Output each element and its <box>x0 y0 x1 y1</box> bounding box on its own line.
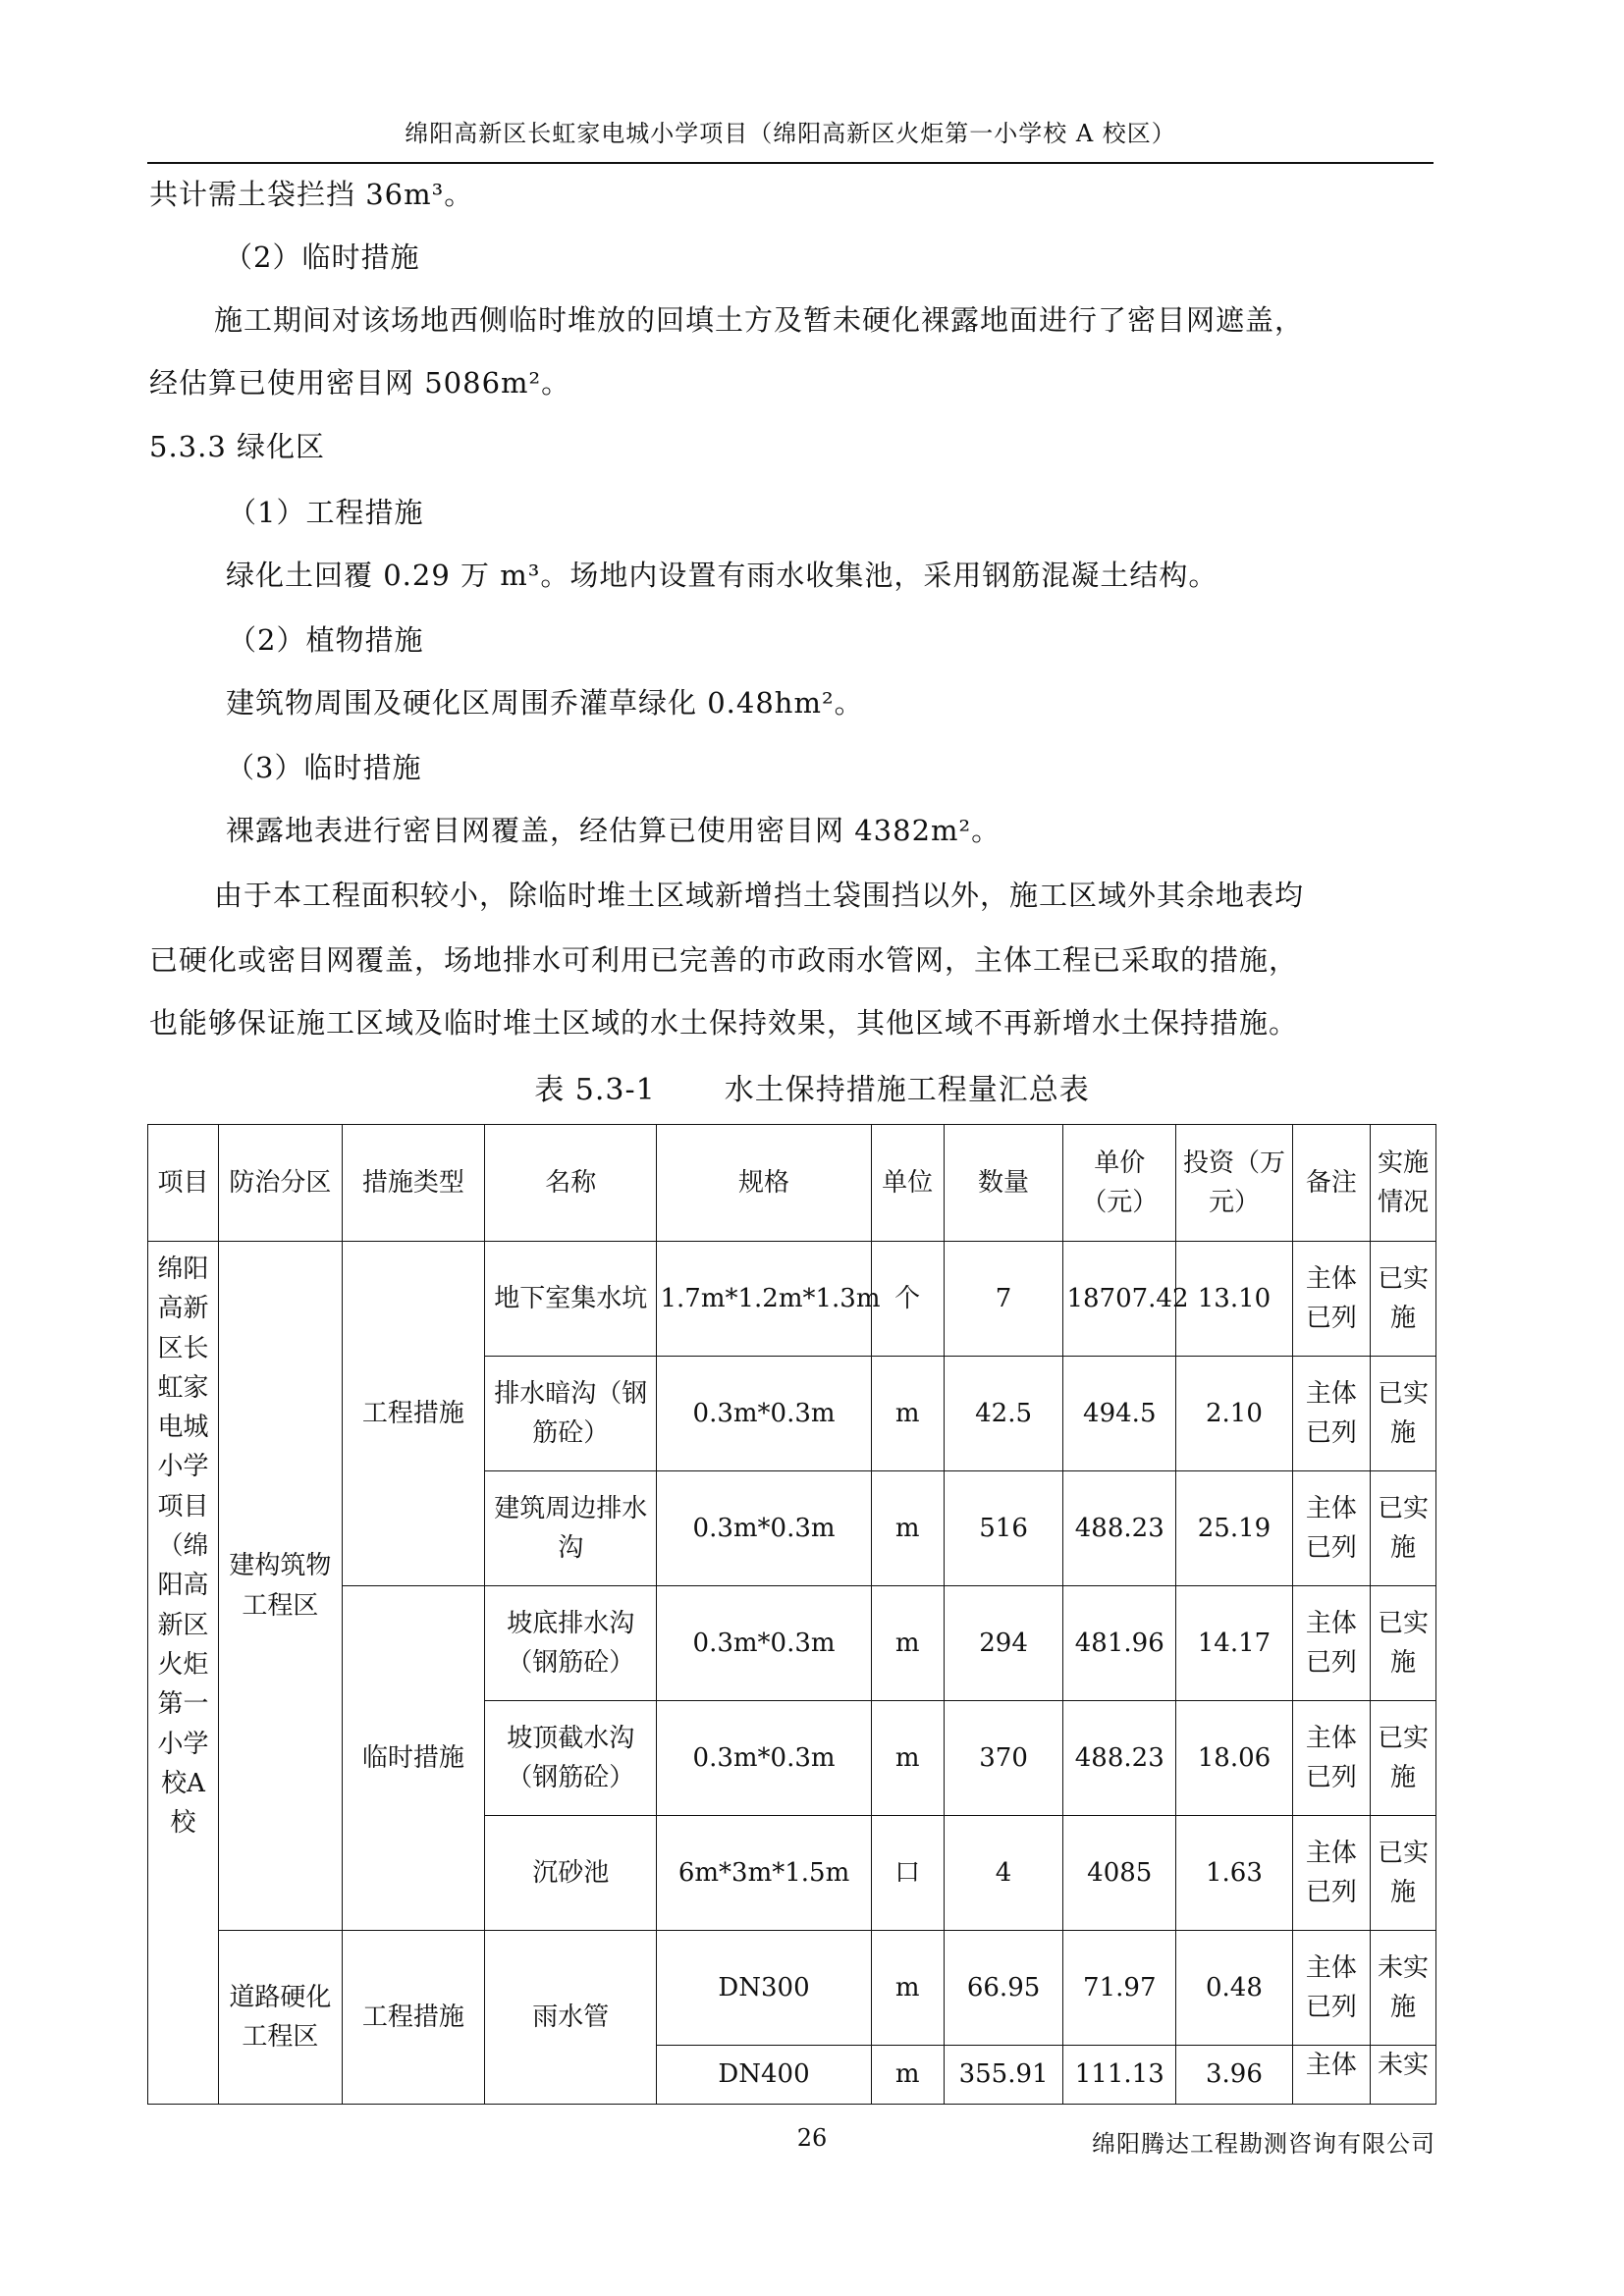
header-name: 名称 <box>484 1125 657 1242</box>
cell-qty: 516 <box>944 1471 1063 1586</box>
header-type: 措施类型 <box>342 1125 484 1242</box>
cell-price: 488.23 <box>1063 1471 1176 1586</box>
heading-plant-measures: （2）植物措施 <box>228 623 424 657</box>
cell-invest: 18.06 <box>1176 1701 1293 1816</box>
cell-unit: 口 <box>871 1816 944 1931</box>
paragraph-net-line1: 施工期间对该场地西侧临时堆放的回填土方及暂未硬化裸露地面进行了密目网遮盖， <box>214 303 1305 337</box>
cell-invest: 0.48 <box>1176 1931 1293 2046</box>
cell-remark: 主体已列 <box>1292 1586 1370 1701</box>
cell-price: 4085 <box>1063 1816 1176 1931</box>
cell-price: 111.13 <box>1063 2046 1176 2105</box>
table-caption-title: 水土保持措施工程量汇总表 <box>724 1073 1090 1107</box>
cell-remark: 主体已列 <box>1292 1816 1370 1931</box>
cell-qty: 42.5 <box>944 1357 1063 1471</box>
table-header-row <box>148 1125 1436 1242</box>
header-project: 项目 <box>148 1125 219 1242</box>
cell-unit: m <box>871 2046 944 2105</box>
cell-price: 71.97 <box>1063 1931 1176 2046</box>
header-qty: 数量 <box>944 1125 1063 1242</box>
cell-price: 18707.42 <box>1063 1242 1176 1357</box>
cell-status: 已实施 <box>1370 1471 1435 1586</box>
cell-invest: 1.63 <box>1176 1816 1293 1931</box>
cell-name: 沉砂池 <box>484 1816 657 1931</box>
cell-price: 481.96 <box>1063 1586 1176 1701</box>
cell-unit: m <box>871 1931 944 2046</box>
cell-status: 已实施 <box>1370 1242 1435 1357</box>
table-caption <box>0 1065 1624 1108</box>
company-name: 绵阳腾达工程勘测咨询有限公司 <box>1092 2130 1435 2158</box>
heading-temporary-measures-2: （3）临时措施 <box>226 751 422 784</box>
cell-qty: 7 <box>944 1242 1063 1357</box>
cell-remark: 主体已列 <box>1292 1242 1370 1357</box>
cell-spec: 0.3m*0.3m <box>657 1357 871 1471</box>
header-unit: 单位 <box>871 1125 944 1242</box>
cell-spec: 1.7m*1.2m*1.3m <box>657 1242 871 1357</box>
cell-qty: 294 <box>944 1586 1063 1701</box>
cell-name: 建筑周边排水沟 <box>484 1471 657 1586</box>
header-remark: 备注 <box>1292 1125 1370 1242</box>
cell-remark: 主体已列 <box>1292 1471 1370 1586</box>
cell-spec: 0.3m*0.3m <box>657 1586 871 1701</box>
cell-name: 坡顶截水沟（钢筋砼） <box>484 1701 657 1816</box>
cell-unit: m <box>871 1586 944 1701</box>
page-number: 26 <box>796 2124 828 2152</box>
paragraph-net-line2: 经估算已使用密目网 5086m²。 <box>149 366 571 400</box>
cell-name: 雨水管 <box>484 1931 657 2105</box>
cell-spec: DN300 <box>657 1931 871 2046</box>
cell-invest: 14.17 <box>1176 1586 1293 1701</box>
page-header: 绵阳高新区长虹家电城小学项目（绵阳高新区火炬第一小学校 A 校区） <box>405 120 1176 147</box>
cell-spec: 0.3m*0.3m <box>657 1701 871 1816</box>
cell-spec: 0.3m*0.3m <box>657 1471 871 1586</box>
cell-type-temporary: 临时措施 <box>342 1586 484 1931</box>
header-rule <box>147 162 1434 164</box>
cell-qty: 4 <box>944 1816 1063 1931</box>
cell-zone-roads: 道路硬化工程区 <box>219 1931 343 2105</box>
cell-qty: 66.95 <box>944 1931 1063 2046</box>
heading-temporary-measures: （2）临时措施 <box>224 240 420 274</box>
cell-spec: DN400 <box>657 2046 871 2105</box>
header-status: 实施情况 <box>1370 1125 1435 1242</box>
cell-name: 地下室集水坑 <box>484 1242 657 1357</box>
cell-unit: m <box>871 1701 944 1816</box>
cell-qty: 370 <box>944 1701 1063 1816</box>
cell-invest: 25.19 <box>1176 1471 1293 1586</box>
cell-remark: 主体已列 <box>1292 1701 1370 1816</box>
paragraph-summary-line2: 已硬化或密目网覆盖，场地排水可利用已完善的市政雨水管网，主体工程已采取的措施， <box>149 943 1299 977</box>
cell-unit: m <box>871 1357 944 1471</box>
cell-price: 488.23 <box>1063 1701 1176 1816</box>
cell-status: 已实施 <box>1370 1357 1435 1471</box>
cell-status: 已实施 <box>1370 1586 1435 1701</box>
paragraph-net-cover: 裸露地表进行密目网覆盖，经估算已使用密目网 4382m²。 <box>226 814 1001 847</box>
section-heading-greening: 5.3.3 绿化区 <box>149 430 326 463</box>
cell-remark: 主体已列 <box>1292 1357 1370 1471</box>
cell-unit: m <box>871 1471 944 1586</box>
cell-spec: 6m*3m*1.5m <box>657 1816 871 1931</box>
paragraph-summary-line1: 由于本工程面积较小，除临时堆土区域新增挡土袋围挡以外，施工区域外其余地表均 <box>214 879 1305 912</box>
table-row <box>148 1242 1436 1357</box>
header-spec: 规格 <box>657 1125 871 1242</box>
heading-engineering-measures: （1）工程措施 <box>228 496 424 529</box>
cell-qty: 355.91 <box>944 2046 1063 2105</box>
cell-type-engineering: 工程措施 <box>342 1242 484 1586</box>
header-zone: 防治分区 <box>219 1125 343 1242</box>
cell-invest: 2.10 <box>1176 1357 1293 1471</box>
cell-status: 未实施 <box>1370 1931 1435 2046</box>
cell-name: 排水暗沟（钢筋砼） <box>484 1357 657 1471</box>
cell-remark: 主体已列 <box>1292 1931 1370 2046</box>
table-caption-number: 表 5.3-1 <box>534 1073 656 1107</box>
cell-project-name: 绵阳高新区长虹家电城小学项目（绵阳高新区火炬第一小学校A校 <box>148 1242 219 2105</box>
cell-remark: 主体 <box>1292 2046 1370 2105</box>
cell-unit: 个 <box>871 1242 944 1357</box>
paragraph-green-soil: 绿化土回覆 0.29 万 m³。场地内设置有雨水收集池，采用钢筋混凝土结构。 <box>226 559 1218 592</box>
cell-status: 未实 <box>1370 2046 1435 2105</box>
cell-zone-buildings: 建构筑物工程区 <box>219 1242 343 1931</box>
cell-invest: 3.96 <box>1176 2046 1293 2105</box>
summary-table <box>147 1124 1436 2105</box>
paragraph-summary-line3: 也能够保证施工区域及临时堆土区域的水土保持效果，其他区域不再新增水土保持措施。 <box>149 1006 1299 1040</box>
cell-status: 已实施 <box>1370 1816 1435 1931</box>
cell-invest: 13.10 <box>1176 1242 1293 1357</box>
paragraph-greening: 建筑物周围及硬化区周围乔灌草绿化 0.48hm²。 <box>226 686 864 720</box>
header-price: 单价（元） <box>1063 1125 1176 1242</box>
cell-type-engineering-2: 工程措施 <box>342 1931 484 2105</box>
header-invest: 投资（万元） <box>1176 1125 1293 1242</box>
cell-status: 已实施 <box>1370 1701 1435 1816</box>
cell-price: 494.5 <box>1063 1357 1176 1471</box>
cell-name: 坡底排水沟（钢筋砼） <box>484 1586 657 1701</box>
table-row <box>148 1931 1436 2046</box>
paragraph-sandbag: 共计需土袋拦挡 36m³。 <box>149 178 474 211</box>
